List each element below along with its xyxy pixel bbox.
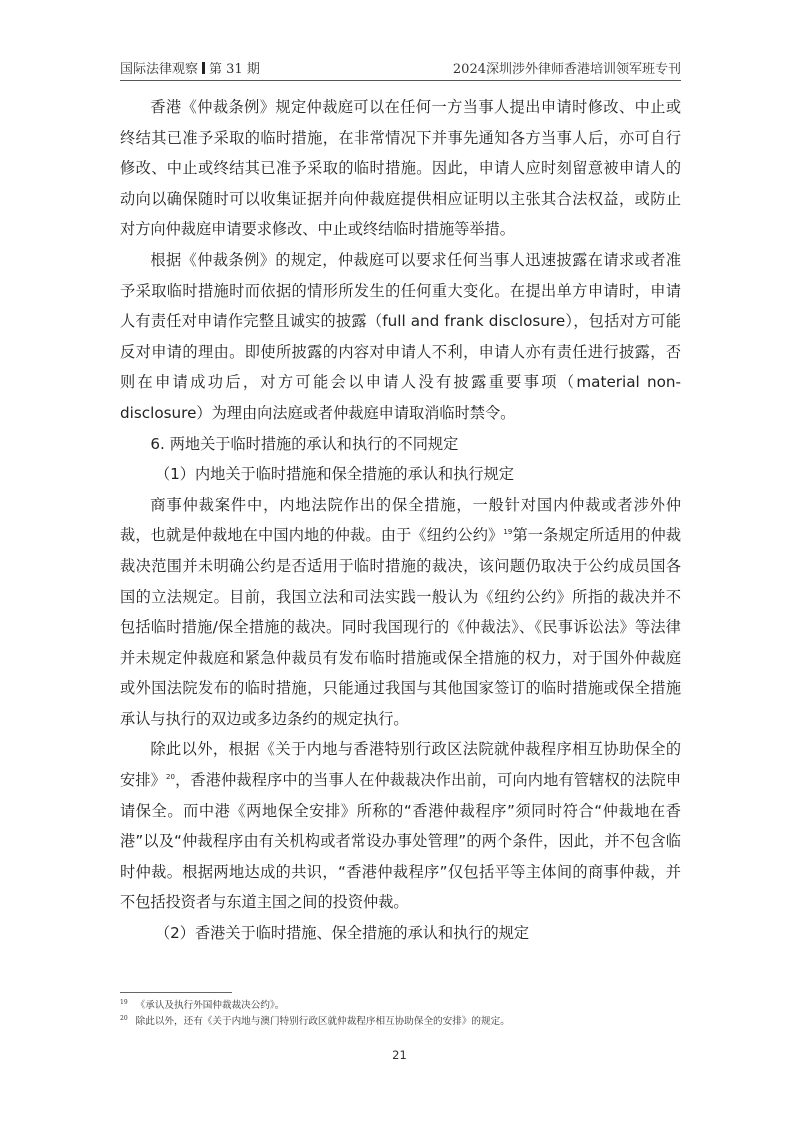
footnote — [120, 998, 690, 1014]
footnote-divider — [120, 992, 232, 993]
paragraph-text: ，香港仲裁程序中的当事人在仲裁裁决作出前，可向内地有管辖权的法院申请保全。而中港《两地保全安排》所称的“香港仲裁程序”须同时符合“仲裁地在香港”以及“仲裁程序由有关机构或者常设办事处管理”的两个条件，因此，并不包含临时仲裁。根据两地达成的共识，“香港仲裁程序”仅包括平等主体间的商事仲裁，并不包括投资者与东道主国之间的投资仲裁。 — [120, 771, 682, 912]
journal-title: 国际法律观察 — [120, 62, 199, 77]
special-issue-title: 2024深圳涉外律师香港培训领军班专刊 — [452, 62, 681, 77]
page-number: 21 — [392, 1048, 407, 1062]
running-header — [120, 58, 681, 80]
header-separator-bar — [202, 62, 205, 74]
paragraph: 根据《仲裁条例》的规定，仲裁庭可以要求任何当事人迅速披露在请求或者准予采取临时措施时而依据的情形所发生的任何重大变化。在提出单方申请时，申请人有责任对申请作完整且诚实的披露（full and frank disclosure），包括对方可能反对申请的理由。即使所披露的内容对申请人不利，申请人亦有责任进行披露，否则在申请成功后，对方可能会以申请人没有披露重要事项（material non-disclosure）为理由向法庭或者仲裁庭申请取消临时禁令。 — [120, 250, 681, 422]
paragraph — [120, 734, 681, 918]
paragraph-text: 商事仲裁案件中，内地法院作出的保全措施，一般针对国内仲裁或者涉外仲裁，也就是仲裁地在中国内地的仲裁。由于《纽约公约》 — [120, 495, 681, 545]
footnotes — [120, 998, 690, 1030]
section-heading: 6. 两地关于临时措施的承认和执行的不同规定 — [150, 434, 459, 453]
issue-number: 第 31 期 — [209, 62, 260, 77]
footnote-ref[interactable]: 20 — [166, 773, 175, 782]
footnote-text: 除此以外，还有《关于内地与澳门特别行政区就仲裁程序相互协助保全的安排》的规定。 — [135, 1016, 510, 1027]
paragraph: 香港《仲裁条例》规定仲裁庭可以在任何一方当事人提出申请时修改、中止或终结其已准予采取的临时措施，在非常情况下并事先通知各方当事人后，亦可自行修改、中止或终结其已准予采取的临时措施。因此，申请人应时刻留意被申请人的动向以确保随时可以收集证据并向仲裁庭提供相应证明以主张其合法权益，或防止对方向仲裁庭申请要求修改、中止或终结临时措施等举措。 — [120, 98, 681, 239]
footnote-text: 《承认及执行外国仲裁裁决公约》。 — [135, 1000, 285, 1011]
subsection-heading: （2）香港关于临时措施、保全措施的承认和执行的规定 — [154, 924, 530, 943]
subsection-heading: （1）内地关于临时措施和保全措施的承认和执行规定 — [154, 465, 514, 484]
header-left — [120, 58, 260, 77]
footnote-number: 19 — [120, 999, 128, 1006]
header-divider — [120, 80, 681, 81]
paragraph-text: 第一条规定所适用的仲裁裁决范围并未明确公约是否适用于临时措施的裁决，该问题仍取决于公约成员国各国的立法规定。目前，我国立法和司法实践一般认为《纽约公约》所指的裁决并不包括临时措施/保全措施的裁决。同时我国现行的《仲裁法》、《民事诉讼法》等法律并未规定仲裁庭和紧急仲裁员有发布临时措施或保全措施的权力，对于国外仲裁庭或外国法院发布的临时措施，只能通过我国与其他国家签订的临时措施或保全措施承认与执行的双边或多边条约的规定执行。 — [120, 526, 682, 728]
footnote-number: 20 — [120, 1015, 128, 1022]
footnote-ref[interactable]: 19 — [503, 528, 513, 537]
footnote — [120, 1014, 690, 1030]
paragraph-text: 除此以外，根据《关于内地与香港特别行政区法院就仲裁程序相互协助保全的安排》 — [120, 740, 681, 790]
main-text — [120, 92, 681, 949]
paragraph — [120, 490, 681, 735]
